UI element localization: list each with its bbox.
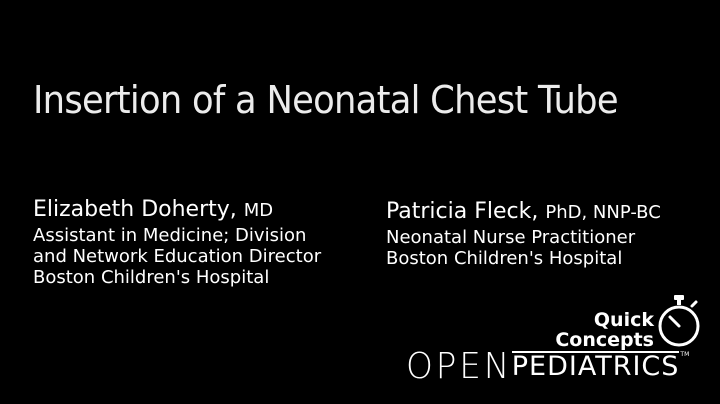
trademark-mark: TM	[680, 351, 690, 358]
openpediatrics-logo	[404, 294, 716, 404]
presenter-role-line-1: Neonatal Nurse Practitioner	[386, 227, 636, 248]
presenter-role-line-1: Assistant in Medicine; Division	[33, 225, 307, 246]
presenter-name-line	[33, 196, 321, 225]
stopwatch-icon	[656, 294, 702, 350]
presenter-role-line-2: and Network Education Director	[33, 246, 322, 267]
quick-label: Quick	[593, 309, 654, 331]
presenter-affiliation: Boston Children's Hospital	[386, 248, 623, 269]
openpediatrics-wordmark	[406, 346, 689, 387]
presenter-fleck	[386, 198, 661, 269]
quick-concepts-label	[555, 310, 654, 350]
presenter-name: Patricia Fleck,	[386, 199, 539, 224]
presenter-name-line	[386, 198, 661, 227]
presenter-affiliation: Boston Children's Hospital	[33, 267, 270, 288]
concepts-label: Concepts	[555, 329, 654, 351]
slide-title: Insertion of a Neonatal Chest Tube	[33, 78, 618, 122]
presenter-doherty	[33, 196, 321, 288]
presenter-name: Elizabeth Doherty,	[33, 197, 237, 222]
pediatrics-wordmark: PEDIATRICS	[511, 351, 680, 382]
presenter-credentials: MD	[243, 200, 274, 221]
open-wordmark: OPEN	[406, 346, 513, 387]
presenter-credentials: PhD, NNP-BC	[545, 202, 661, 223]
